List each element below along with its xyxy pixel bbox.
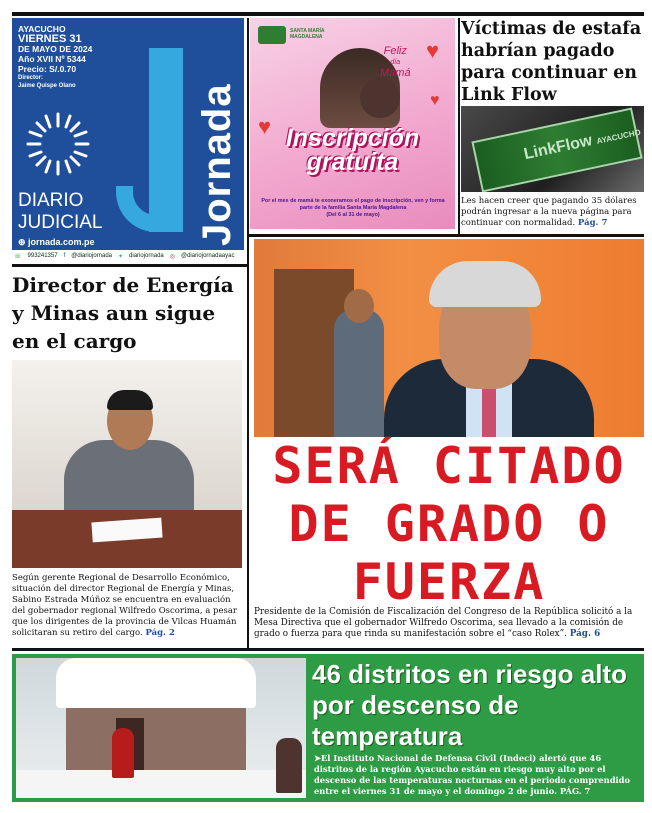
director-body-text: Según gerente Regional de Desarrollo Económico, situación del director Regional de Energía y Minas, Sabino Estrada Múñoz se encuentra en evaluación del gobernador regional Wilfredo Oscorima, a pesar que los dirigentes de la provincia de Vilcas Huamán solicitaran su retiro del cargo. (12, 573, 237, 638)
victims-headline[interactable]: Víctimas de estafa habrían pagado para continuar en Link Flow (461, 19, 642, 105)
date: DE MAYO DE 2024 (18, 44, 93, 54)
brand-name: Jornada (195, 83, 239, 246)
director-page-ref[interactable]: Pág. 2 (145, 628, 175, 638)
director-headline[interactable]: Director de Energía y Minas aun sigue en el cargo (12, 273, 234, 353)
victims-page-ref[interactable]: Pág. 7 (577, 218, 608, 228)
school-name: SANTA MARÍA MAGDALENA (290, 28, 325, 40)
snow-photo (16, 658, 306, 798)
ad-footer (258, 198, 448, 219)
social-bar (12, 250, 244, 262)
bottom-body (314, 753, 640, 797)
ad-headline (250, 126, 455, 174)
tagline (18, 190, 102, 234)
bottom-headline[interactable]: 46 distritos en riesgo alto por descenso de temperatura (312, 659, 627, 751)
photo-hair (429, 261, 541, 307)
bottom-body-text: El Instituto Nacional de Defensa Civil (Indeci) alertó que 46 distritos de la región Ayacucho están en riesgo muy alto por el descenso de las temperaturas nocturnas en el periodo comprendido entre el viernes 31 de mayo y el domingo 2 de junio. (314, 753, 630, 796)
price: Precio: S/.0.70 (18, 64, 77, 74)
sun-logo-icon (26, 112, 90, 176)
heart-icon-2: ♥ (426, 38, 440, 63)
director-body (12, 573, 244, 639)
victims-photo (461, 106, 644, 192)
section-divider-left (12, 264, 247, 267)
social-facebook: @diariojornada (71, 253, 113, 259)
phone-icon: ☏ (14, 253, 22, 260)
school-logo-icon (258, 26, 286, 44)
photo-woman (112, 728, 134, 778)
heart-icon-3: ♥ (430, 92, 440, 109)
social-twitter: diariojornada (129, 253, 164, 259)
top-rule (12, 12, 644, 16)
main-body (254, 607, 644, 640)
main-photo (254, 239, 644, 437)
website: ⊕ jornada.com.pe (18, 237, 95, 247)
section-divider (249, 234, 644, 237)
masthead (12, 18, 244, 262)
column-divider-top (458, 18, 460, 236)
photo-bystander (334, 309, 384, 437)
main-headline-line1: SERÁ CITADO (272, 437, 626, 495)
social-phone: 993241357 (27, 253, 58, 259)
column-divider (247, 18, 249, 648)
banner-brand: LinkFlow (522, 132, 594, 164)
facebook-icon: f (63, 253, 66, 259)
social-instagram: @diariojornadaayac (181, 253, 235, 259)
ad-headline-line2: gratuita (306, 148, 399, 176)
dia-text: día (390, 59, 401, 66)
director-photo (12, 360, 242, 568)
photo-snow-roof (56, 658, 256, 708)
instagram-icon: ◎ (169, 253, 175, 260)
section-divider-bottom (12, 648, 644, 651)
tagline-line1: DIARIO (18, 190, 84, 211)
main-body-text: Presidente de la Comisión de Fiscalización del Congreso de la República solicitó a la Mesa Directiva que el gobernador Wilfredo Oscorima, sea llevado a la comisión de grado o fuerza para que rinda su manifestación sobre el “caso Rolex”. (254, 607, 633, 639)
child-photo (360, 78, 400, 118)
photo-house-wall (66, 704, 246, 774)
ad-headline-line1: Inscripción (285, 124, 420, 152)
photo-snow-ground (16, 770, 306, 798)
arrow-icon: ➤ (314, 753, 321, 763)
main-headline[interactable] (254, 437, 644, 611)
ad-footer-dates: (Del 6 al 31 de mayo) (326, 212, 380, 218)
photo-bystander-head (344, 289, 374, 323)
director-name: Jaime Quispe Olano (18, 83, 76, 89)
date-num: 31 (69, 33, 82, 45)
day: VIERNES (18, 33, 67, 45)
photo-person-hair (107, 390, 153, 410)
masthead-meta (18, 24, 92, 90)
twitter-icon: ✦ (118, 253, 124, 260)
issue-number: Año XVII Nº 5344 (18, 54, 86, 64)
main-headline-line3: FUERZA (352, 553, 546, 611)
feliz-dia-mama (380, 46, 411, 79)
bottom-page-ref[interactable]: PÁG. 7 (559, 786, 591, 796)
main-headline-line2: DE GRADO O (288, 495, 610, 553)
ad-footer-text: Por el mes de mamá te exoneramos el pago de inscripción, ven y forma parte de la familia Santa María Magdalena (261, 198, 445, 211)
photo-woman-2 (276, 738, 302, 793)
main-page-ref[interactable]: Pág. 6 (569, 629, 601, 639)
feliz-text: Feliz (383, 45, 407, 57)
photo-tie (482, 389, 496, 437)
banner-sub: AYACUCHO (595, 127, 642, 146)
city: AYACUCHO (18, 24, 66, 34)
mama-text: Mamá (380, 67, 411, 79)
director-label: Director: (18, 75, 44, 81)
victims-body-text: Les hacen creer que pagando 35 dólares podrán ingresar a la nueva página para continuar con normalidad. (461, 196, 637, 228)
victims-body (461, 196, 644, 229)
website-text: jornada.com.pe (28, 237, 95, 247)
heart-icon: ♥ (258, 114, 272, 139)
advertisement[interactable] (250, 18, 455, 229)
j-letter-hook (116, 186, 183, 232)
tagline-line2: JUDICIAL (18, 212, 103, 233)
